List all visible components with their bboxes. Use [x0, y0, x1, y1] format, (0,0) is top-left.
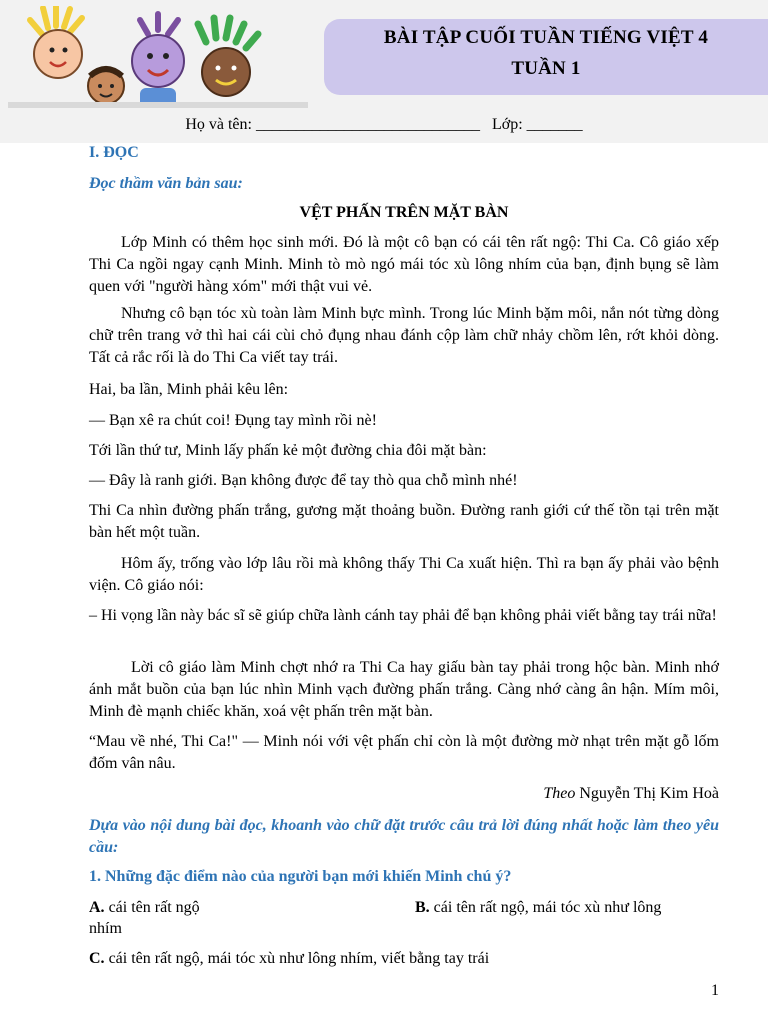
story-paragraph: “Mau về nhé, Thi Ca!" — Minh nói với vệt phấn chỉ còn là một đường mờ nhạt trên mặt gỗ lốm đốm vân nâu. [89, 733, 719, 772]
story-paragraph: Nhưng cô bạn tóc xù toàn làm Minh bực mình. Trong lúc Minh bặm môi, nắn nót từng dòng chữ trên trang vở thì hai cái cùi chỏ đụng nhau đánh cộp làm chữ nhảy chồm lên, rớt khỏi dòng. Tất cả rắc rối là do Thi Ca viết tay trái. [89, 305, 719, 366]
answer-option-c[interactable] [89, 948, 489, 970]
story-paragraph: — Đây là ranh giới. Bạn không được để tay thò qua chỗ mình nhé! [89, 472, 518, 489]
answer-option-b-continued [89, 918, 122, 940]
question-1: 1. Những đặc điểm nào của người bạn mới khiến Minh chú ý? [89, 868, 512, 885]
student-name-row: Họ và tên: ____________________________ Lớp: _______ [185, 116, 583, 133]
page-number: 1 [711, 982, 719, 999]
option-text: cái tên rất ngộ, mái tóc xù như lông [433, 899, 662, 916]
option-text: cái tên rất ngộ, mái tóc xù như lông nhím, viết bằng tay trái [108, 950, 490, 967]
answer-option-a[interactable] [89, 897, 200, 919]
option-letter: B. [415, 899, 430, 916]
story-title: VỆT PHẤN TRÊN MẶT BÀN [299, 204, 509, 221]
story-paragraph: Lời cô giáo làm Minh chợt nhớ ra Thi Ca hay giấu bàn tay phải trong hộc bàn. Minh nhớ ánh mắt buồn của bạn lúc nhìn Minh vạch đường phấn trắng. Càng nhớ càng ân hận. Mím môi, Minh đè mạnh chiếc khăn, xoá vệt phấn trên mặt bàn. [89, 659, 719, 720]
option-letter: C. [89, 950, 105, 967]
reading-instruction: Đọc thầm văn bản sau: [89, 175, 243, 192]
story-paragraph: – Hi vọng lần này bác sĩ sẽ giúp chữa lành cánh tay phải để bạn không phải viết bằng tay trái nữa! [89, 607, 717, 624]
story-paragraph: Tới lần thứ tư, Minh lấy phấn kẻ một đường chia đôi mặt bàn: [89, 442, 487, 459]
answer-option-b[interactable] [415, 897, 661, 919]
option-letter: A. [89, 899, 105, 916]
story-source [89, 783, 719, 805]
title-box [324, 19, 768, 95]
story-paragraph: Thi Ca nhìn đường phấn trắng, gương mặt thoảng buồn. Đường ranh giới cứ thế tồn tại trên mặt bàn hết một tuần. [89, 502, 719, 541]
source-prefix: Theo [543, 785, 576, 802]
option-text: nhím [89, 920, 122, 937]
story-paragraph: Hai, ba lần, Minh phải kêu lên: [89, 381, 289, 398]
story-paragraph: Lớp Minh có thêm học sinh mới. Đó là một cô bạn có cái tên rất ngộ: Thi Ca. Cô giáo xếp Thi Ca ngồi ngay cạnh Minh. Minh tò mò ngó mái tóc xù lông nhím của bạn, định bụng sẽ làm quen với "người hàng xóm" mới thật vui vẻ. [89, 234, 719, 295]
children-cartoon-icon [8, 6, 308, 111]
option-text: cái tên rất ngộ [108, 899, 200, 916]
story-paragraph: Hôm ấy, trống vào lớp lâu rồi mà không thấy Thi Ca xuất hiện. Thì ra bạn ấy phải vào bệnh viện. Cô giáo nói: [89, 555, 719, 594]
section-title: I. ĐỌC [89, 144, 139, 161]
worksheet-title: BÀI TẬP CUỐI TUẦN TIẾNG VIỆT 4 [383, 27, 709, 48]
week-label: TUẦN 1 [511, 58, 581, 79]
source-author: Nguyễn Thị Kim Hoà [579, 785, 719, 802]
questions-instruction: Dựa vào nội dung bài đọc, khoanh vào chữ đặt trước câu trả lời đúng nhất hoặc làm theo yêu cầu: [89, 817, 719, 856]
story-paragraph: — Bạn xê ra chút coi! Đụng tay mình rồi nè! [89, 412, 377, 429]
